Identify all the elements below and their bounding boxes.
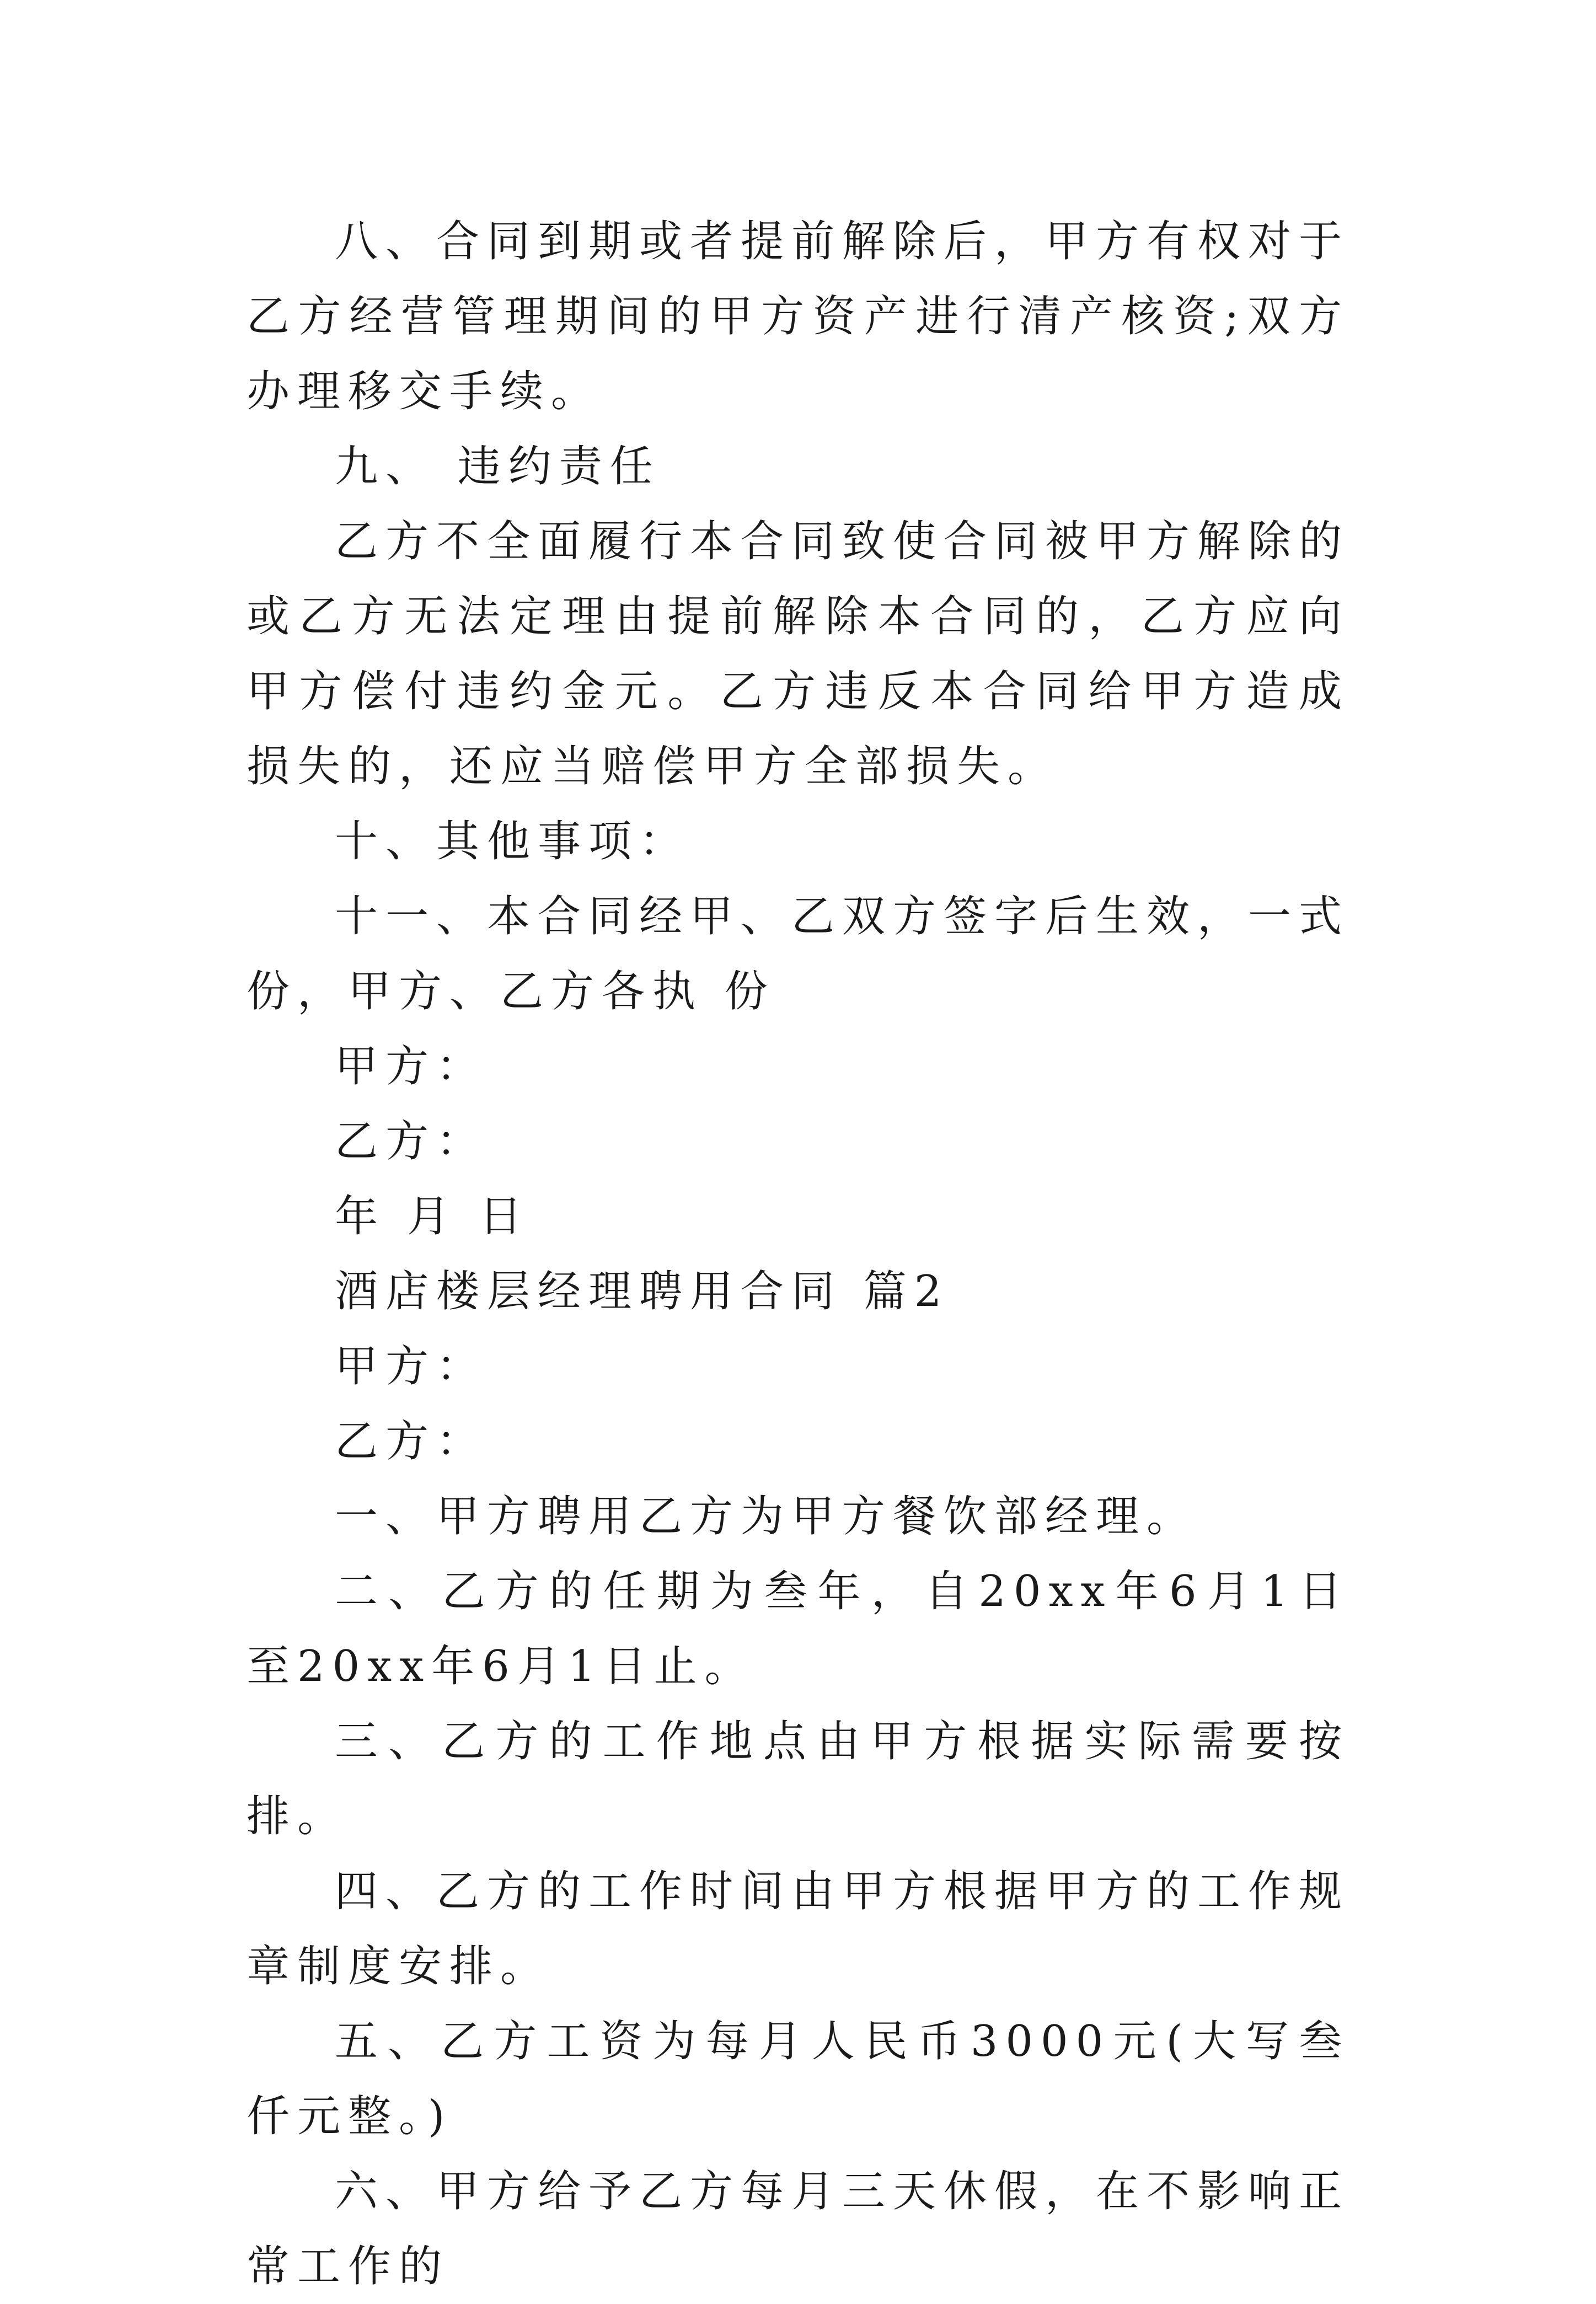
- paragraph-clause-9-heading: 九、 违约责任: [335, 442, 661, 491]
- paragraph-party-a-signature: 甲方：: [335, 1042, 488, 1091]
- paragraph-party-b: 乙方：: [335, 1417, 488, 1466]
- paragraph-clause-6: 六、甲方给予乙方每月三天休假，在不影响正常工作的: [247, 2167, 1350, 2291]
- paragraph-breach-liability: 乙方不全面履行本合同致使合同被甲方解除的或乙方无法定理由提前解除本合同的，乙方应向甲方偿付违约金元。乙方违反本合同给甲方造成损失的，还应当赔偿甲方全部损失。: [247, 517, 1350, 791]
- paragraph-party-b-signature: 乙方：: [335, 1117, 488, 1166]
- paragraph-clause-8: 八、合同到期或者提前解除后，甲方有权对于乙方经营管理期间的甲方资产进行清产核资;双方办理移交手续。: [247, 217, 1350, 416]
- paragraph-clause-3: 三、乙方的工作地点由甲方根据实际需要按排。: [247, 1717, 1349, 1841]
- paragraph-clause-1: 一、甲方聘用乙方为甲方餐饮部经理。: [335, 1492, 1198, 1541]
- paragraph-clause-4: 四、乙方的工作时间由甲方根据甲方的工作规章制度安排。: [247, 1867, 1350, 1991]
- paragraph-clause-10: 十、其他事项：: [335, 817, 690, 866]
- paragraph-date: 年 月 日: [335, 1192, 530, 1241]
- paragraph-clause-5: 五、乙方工资为每月人民币3000元(大写叁仟元整。): [247, 2017, 1349, 2141]
- paragraph-clause-2: 二、乙方的任期为叁年，自20xx年6月1日至20xx年6月1日止。: [247, 1567, 1349, 1691]
- paragraph-clause-11: 十一、本合同经甲、乙双方签字后生效，一式 份，甲方、乙方各执 份: [247, 892, 1371, 1016]
- document-body: [247, 204, 1371, 2304]
- paragraph-party-a: 甲方：: [335, 1342, 488, 1391]
- section-title-part-2: 酒店楼层经理聘用合同 篇2: [335, 1267, 950, 1316]
